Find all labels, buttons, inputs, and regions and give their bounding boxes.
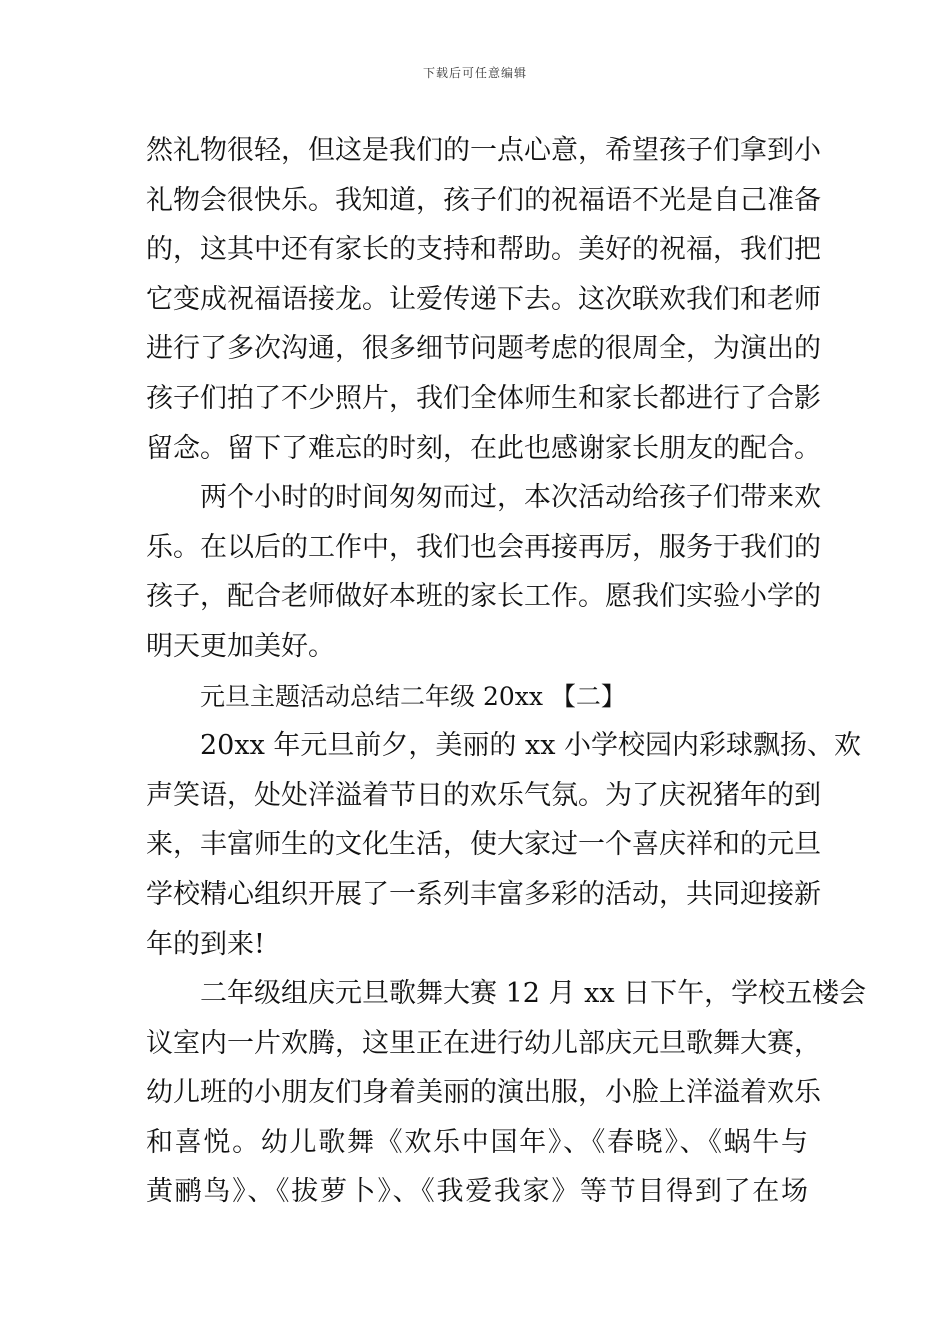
- text-line: 礼物会很快乐。我知道，孩子们的祝福语不光是自己准备: [146, 184, 821, 216]
- text-line: 留念。留下了难忘的时刻，在此也感谢家长朋友的配合。: [146, 432, 821, 464]
- text-line: 孩子们拍了不少照片，我们全体师生和家长都进行了合影: [146, 382, 821, 414]
- page-header: 下载后可任意编辑: [422, 66, 527, 80]
- text-line: 然礼物很轻，但这是我们的一点心意，希望孩子们拿到小: [146, 135, 821, 166]
- text-line: 声笑语，处处洋溢着节日的欢乐气氛。为了庆祝猪年的到: [146, 779, 821, 811]
- heading-line: 元旦主题活动总结二年级 20xx 【二】: [200, 681, 626, 711]
- text-line: 进行了多次沟通，很多细节问题考虑的很周全，为演出的: [146, 333, 821, 365]
- text-line: 黄鹂鸟》、《拔萝卜》、《我爱我家》等节目得到了在场: [146, 1176, 808, 1208]
- paragraph: [146, 473, 821, 671]
- text-line: 孩子，配合老师做好本班的家长工作。愿我们实验小学的: [146, 581, 821, 613]
- text-line: 两个小时的时间匆匆而过，本次活动给孩子们带来欢: [200, 482, 821, 514]
- text-line: 它变成祝福语接龙。让爱传递下去。这次联欢我们和老师: [146, 283, 821, 315]
- text-line: 乐。在以后的工作中，我们也会再接再厉，服务于我们的: [146, 531, 821, 563]
- text-line: 的，这其中还有家长的支持和帮助。美好的祝福，我们把: [146, 234, 821, 266]
- paragraph: [146, 126, 821, 473]
- text-line: 学校精心组织开展了一系列丰富多彩的活动，共同迎接新: [146, 878, 821, 910]
- text-line: 幼儿班的小朋友们身着美丽的演出服，小脸上洋溢着欢乐: [146, 1077, 821, 1109]
- text-line: 年的到来!: [146, 928, 265, 960]
- text-line: 明天更加美好。: [146, 630, 335, 662]
- section-heading: [146, 672, 808, 722]
- text-line: 和喜悦。幼儿歌舞《欢乐中国年》、《春晓》、《蜗牛与: [146, 1126, 808, 1158]
- text-line: 来，丰富师生的文化生活，使大家过一个喜庆祥和的元旦: [146, 829, 821, 861]
- document-body: [146, 126, 867, 1217]
- text-line: 议室内一片欢腾，这里正在进行幼儿部庆元旦歌舞大赛，: [146, 1027, 821, 1059]
- text-line: 二年级组庆元旦歌舞大赛 12 月 xx 日下午，学校五楼会: [200, 978, 867, 1010]
- paragraph: [146, 721, 862, 969]
- paragraph: [146, 969, 867, 1217]
- text-line: 20xx 年元旦前夕，美丽的 xx 小学校园内彩球飘扬、欢: [200, 730, 862, 762]
